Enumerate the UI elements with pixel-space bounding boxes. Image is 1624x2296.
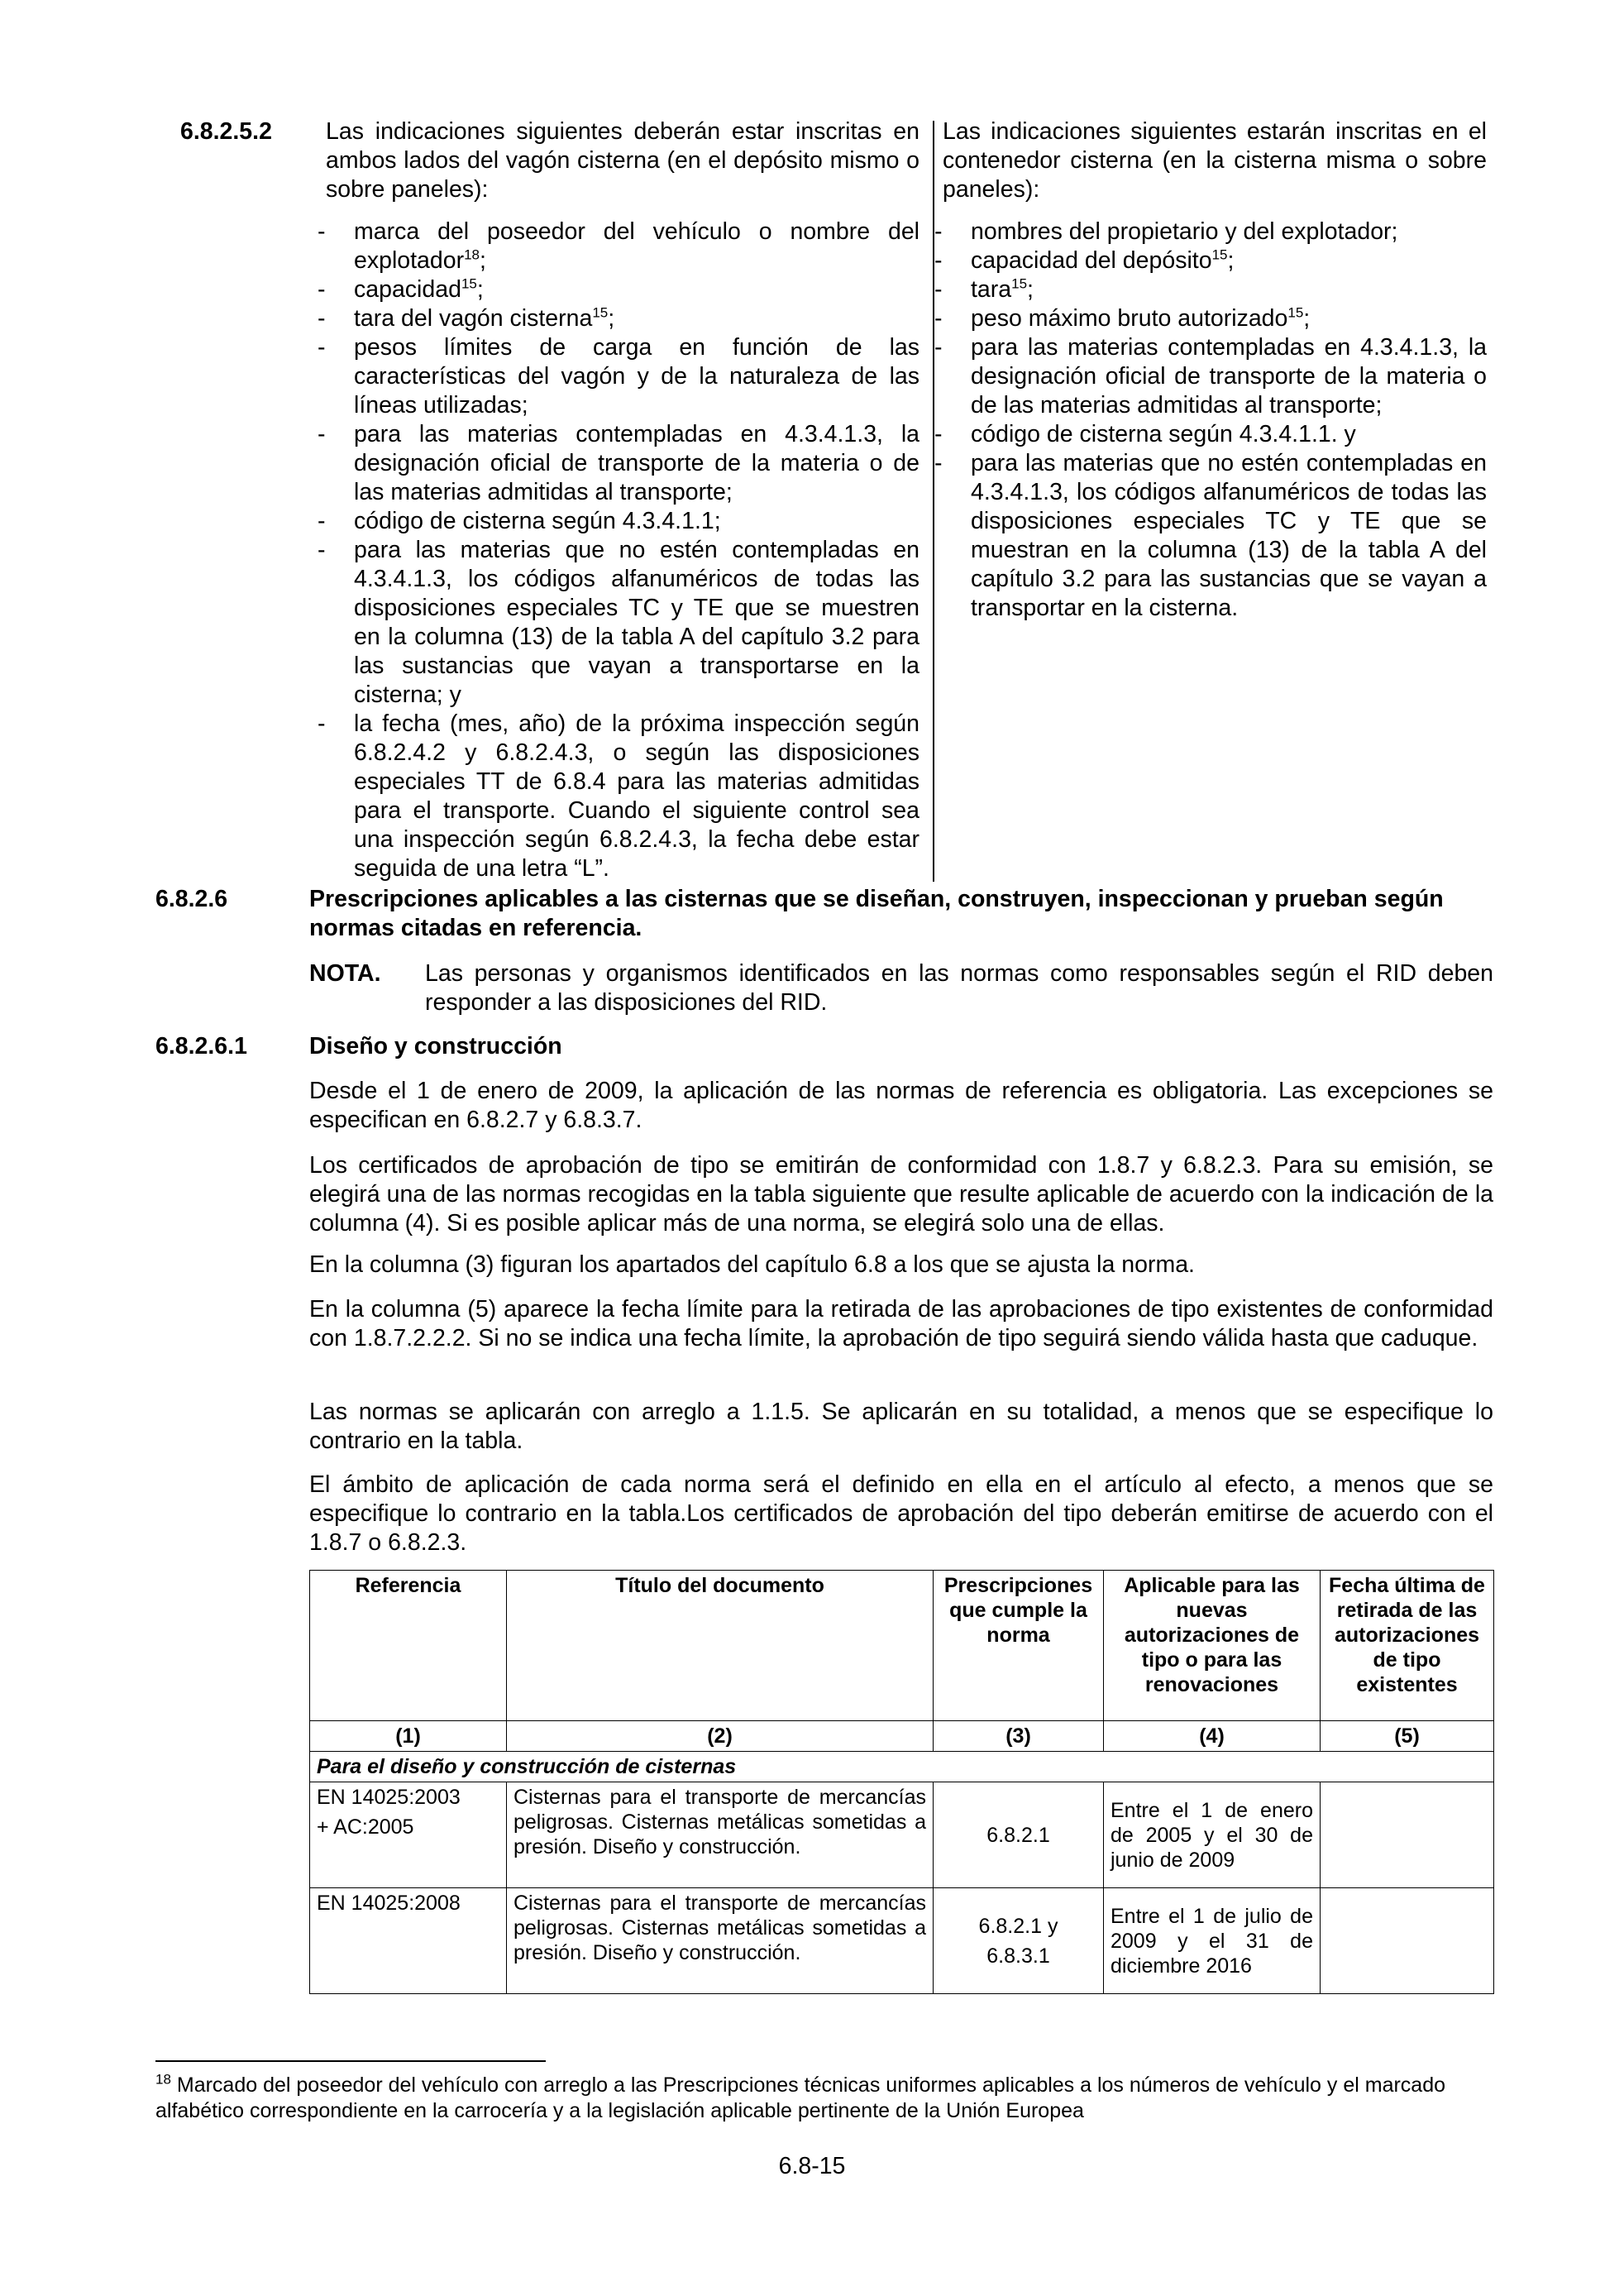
cell-titulo: Cisternas para el transporte de mercancías peligrosas. Cisternas metálicas sometidas a presión. Diseño y construcción. [507, 1888, 934, 1994]
right-item-1 [933, 218, 1487, 246]
page-number: 6.8-15 [778, 2153, 846, 2179]
paragraph-6: El ámbito de aplicación de cada norma será el definido en ella en el artículo al efecto, a menos que se especifique lo contrario en la tabla.Los certificados de aprobación del tipo deberán emitirse de acuerdo con el 1.8.7 o 6.8.2.3. [309, 1471, 1493, 1556]
cell-fecha [1321, 1782, 1494, 1888]
list-dash: - [934, 247, 943, 274]
paragraph-1: Desde el 1 de enero de 2009, la aplicación de las normas de referencia es obligatoria. Las excepciones se especifican en 6.8.2.7 y 6.8.3.7. [309, 1078, 1493, 1133]
list-dash: - [934, 421, 943, 447]
header-titulo: Título del documento [507, 1571, 934, 1721]
cell-prescripciones [934, 1888, 1104, 1994]
section-number-6-8-2-6-1: 6.8.2.6.1 [155, 1033, 247, 1060]
left-item-6 [316, 507, 919, 536]
left-column-list [316, 218, 919, 883]
left-item-7 [316, 536, 919, 710]
footnote-number: 18 [155, 2071, 171, 2088]
list-item-punct: ; [476, 276, 484, 303]
right-column-intro: Las indicaciones siguientes estarán inscritas en el contenedor cisterna (en la cisterna misma o sobre paneles): [943, 118, 1487, 203]
list-item-text: marca del poseedor del vehículo o nombre del explotador [354, 218, 919, 274]
right-item-6 [933, 420, 1487, 449]
list-dash: - [934, 334, 943, 361]
header-prescripciones: Prescripciones que cumple la norma [934, 1571, 1104, 1721]
table-column-number-row [310, 1721, 1494, 1752]
right-item-5 [933, 333, 1487, 420]
list-item-text: para las materias que no estén contempladas en 4.3.4.1.3, los códigos alfanuméricos de todas las disposiciones especiales TC y TE que se muestran en la columna (13) de la tabla A del capítulo 3.2 para las sustancias que se vayan a transportar en la cisterna. [971, 450, 1487, 621]
cell-aplicable: Entre el 1 de enero de 2005 y el 30 de junio de 2009 [1104, 1782, 1321, 1888]
col-number: (2) [507, 1721, 934, 1752]
header-referencia: Referencia [310, 1571, 507, 1721]
left-item-8 [316, 710, 919, 883]
section-title-6-8-2-6-1: Diseño y construcción [309, 1033, 562, 1060]
list-item-text: para las materias contempladas en 4.3.4.1.3, la designación oficial de transporte de la materia o de las materias admitidas al transporte; [354, 421, 919, 505]
prescripciones-line: 6.8.3.1 [986, 1944, 1050, 1968]
footnote-ref: 15 [461, 275, 477, 292]
cell-prescripciones [934, 1782, 1104, 1888]
list-dash: - [318, 276, 326, 303]
list-item-text: peso máximo bruto autorizado [971, 305, 1288, 332]
cell-aplicable: Entre el 1 de julio de 2009 y el 31 de diciembre 2016 [1104, 1888, 1321, 1994]
list-dash: - [318, 334, 326, 361]
paragraph-4: En la columna (5) aparece la fecha límite para la retirada de las aprobaciones de tipo existentes de conformidad con 1.8.7.2.2.2. Si no se indica una fecha límite, la aprobación de tipo seguirá siendo válida hasta que caduque. [309, 1296, 1493, 1351]
left-item-1 [316, 218, 919, 275]
col-number: (5) [1321, 1721, 1494, 1752]
col-number: (3) [934, 1721, 1104, 1752]
footnote-ref: 15 [1211, 246, 1228, 263]
nota-label: NOTA. [309, 960, 381, 987]
col-number: (1) [310, 1721, 507, 1752]
table-row [310, 1782, 1494, 1888]
list-dash: - [318, 710, 326, 737]
ref-line: EN 14025:2003 [317, 1786, 461, 1809]
list-item-punct: ; [480, 247, 486, 274]
table-section-row [310, 1752, 1494, 1782]
section-title-6-8-2-6: Prescripciones aplicables a las cisternas que se diseñan, construyen, inspeccionan y prueban según normas citadas en referencia. [309, 886, 1444, 941]
list-item-punct: ; [1303, 305, 1311, 332]
paragraph-3: En la columna (3) figuran los apartados del capítulo 6.8 a los que se ajusta la norma. [309, 1251, 1195, 1278]
table-header-row [310, 1571, 1494, 1721]
list-item-text: tara [971, 276, 1012, 303]
prescripciones-line: 6.8.2.1 y [978, 1914, 1058, 1938]
list-item-text: para las materias que no estén contempladas en 4.3.4.1.3, los códigos alfanuméricos de todas las disposiciones especiales TC y TE que se muestren en la columna (13) de la tabla A del capítulo 3.2 para las sustancias que vayan a transportarse en la cisterna; y [354, 537, 919, 708]
list-dash: - [934, 450, 943, 476]
footnote-ref: 15 [1011, 275, 1028, 292]
list-item-text: capacidad [354, 276, 461, 303]
list-item-text: código de cisterna según 4.3.4.1.1; [354, 508, 721, 534]
footnote [155, 2073, 1493, 2124]
paragraph-5: Las normas se aplicarán con arreglo a 1.1.5. Se aplicarán en su totalidad, a menos que se especifique lo contrario en la tabla. [309, 1399, 1493, 1454]
right-column-list [933, 218, 1487, 623]
col-number: (4) [1104, 1721, 1321, 1752]
list-item-text: capacidad del depósito [971, 247, 1212, 274]
right-item-4 [933, 304, 1487, 333]
cell-referencia [310, 1782, 507, 1888]
footnote-rule [155, 2060, 546, 2062]
prescripciones-line: 6.8.2.1 [986, 1823, 1050, 1847]
list-dash: - [318, 537, 326, 563]
nota-text: Las personas y organismos identificados en las normas como responsables según el RID deben responder a las disposiciones del RID. [425, 960, 1493, 1016]
list-dash: - [318, 421, 326, 447]
list-item-text: la fecha (mes, año) de la próxima inspección según 6.8.2.4.2 y 6.8.2.4.3, o según las disposiciones especiales TT de 6.8.4 para las materias admitidas para el transporte. Cuando el siguiente control sea una inspección según 6.8.2.4.3, la fecha debe estar seguida de una letra “L”. [354, 710, 919, 882]
list-item-punct: ; [1027, 276, 1034, 303]
footnote-ref: 15 [1287, 304, 1304, 321]
list-dash: - [934, 305, 943, 332]
left-item-2 [316, 275, 919, 304]
section-number-6-8-2-5-2: 6.8.2.5.2 [180, 118, 272, 145]
list-dash: - [318, 305, 326, 332]
cell-fecha [1321, 1888, 1494, 1994]
cell-titulo: Cisternas para el transporte de mercancías peligrosas. Cisternas metálicas sometidas a presión. Diseño y construcción. [507, 1782, 934, 1888]
header-fecha: Fecha última de retirada de las autorizaciones de tipo existentes [1321, 1571, 1494, 1721]
footnote-text: Marcado del poseedor del vehículo con arreglo a las Prescripciones técnicas uniformes aplicables a los números de vehículo y el marcado alfabético correspondiente en la carrocería y a la legislación aplicable pertinente de la Unión Europea [155, 2074, 1446, 2122]
list-item-text: código de cisterna según 4.3.4.1.1. y [971, 421, 1356, 447]
list-dash: - [934, 276, 943, 303]
list-dash: - [318, 508, 326, 534]
table-row [310, 1888, 1494, 1994]
left-item-5 [316, 420, 919, 507]
table-section-label: Para el diseño y construcción de cisternas [310, 1752, 1494, 1782]
left-column-intro: Las indicaciones siguientes deberán estar inscritas en ambos lados del vagón cisterna (en el depósito mismo o sobre paneles): [326, 118, 919, 203]
right-item-2 [933, 246, 1487, 275]
list-item-punct: ; [1227, 247, 1235, 274]
right-item-3 [933, 275, 1487, 304]
paragraph-2: Los certificados de aprobación de tipo se emitirán de conformidad con 1.8.7 y 6.8.2.3. Para su emisión, se elegirá una de las normas recogidas en la tabla siguiente que resulte aplicable de acuerdo con la indicación de la columna (4). Si es posible aplicar más de una norma, se elegirá solo una de ellas. [309, 1152, 1493, 1236]
ref-line: EN 14025:2008 [317, 1892, 461, 1915]
footnote-ref: 18 [464, 246, 480, 263]
list-dash: - [318, 218, 326, 245]
list-dash: - [934, 218, 943, 245]
standards-table [309, 1570, 1494, 1994]
list-item-text: nombres del propietario y del explotador; [971, 218, 1398, 245]
list-item-text: tara del vagón cisterna [354, 305, 593, 332]
list-item-punct: ; [608, 305, 615, 332]
left-item-3 [316, 304, 919, 333]
cell-referencia [310, 1888, 507, 1994]
list-item-text: pesos límites de carga en función de las características del vagón y de la naturaleza de las líneas utilizadas; [354, 334, 919, 419]
left-item-4 [316, 333, 919, 420]
list-item-text: para las materias contempladas en 4.3.4.1.3, la designación oficial de transporte de la materia o de las materias admitidas al transporte; [971, 334, 1487, 419]
footnote-ref: 15 [592, 304, 609, 321]
section-number-6-8-2-6: 6.8.2.6 [155, 886, 228, 912]
right-item-7 [933, 449, 1487, 623]
header-aplicable: Aplicable para las nuevas autorizaciones de tipo o para las renovaciones [1104, 1571, 1321, 1721]
ref-line: + AC:2005 [317, 1815, 414, 1839]
